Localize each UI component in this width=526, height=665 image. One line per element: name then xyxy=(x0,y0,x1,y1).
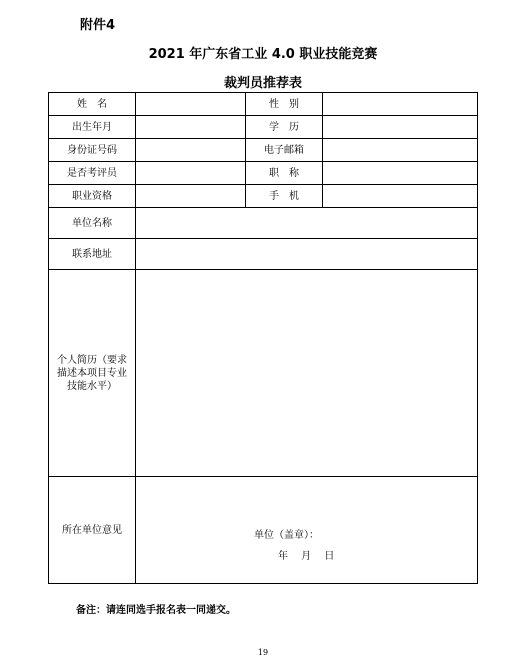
phone-label: 手 机 xyxy=(246,185,323,208)
row-resume xyxy=(49,270,478,477)
education-label: 学 历 xyxy=(246,116,323,139)
footnote: 备注：请连同选手报名表一同递交。 xyxy=(76,605,236,616)
recommendation-form xyxy=(48,92,478,584)
gender-label: 性 别 xyxy=(246,93,323,116)
seal-label: 单位（盖章）： xyxy=(254,530,319,541)
resume-label-line: 技能水平） xyxy=(67,380,117,392)
resume-label xyxy=(49,270,136,477)
resume-label-line: 描述本项目专业 xyxy=(57,367,127,379)
row-address xyxy=(49,239,478,270)
row-qualification-phone xyxy=(49,185,478,208)
address-field[interactable] xyxy=(136,239,478,270)
email-label: 电子邮箱 xyxy=(246,139,323,162)
row-id-email xyxy=(49,139,478,162)
resume-label-line: 个人简历（要求 xyxy=(57,354,127,366)
education-field[interactable] xyxy=(323,116,478,139)
row-name-gender xyxy=(49,93,478,116)
page-title: 2021 年广东省工业 4.0 职业技能竞赛 xyxy=(148,47,378,62)
page-number: 19 xyxy=(257,648,269,657)
address-label: 联系地址 xyxy=(49,239,136,270)
row-birth-education xyxy=(49,116,478,139)
evaluator-field[interactable] xyxy=(136,162,246,185)
row-employer xyxy=(49,208,478,239)
resume-field[interactable] xyxy=(136,270,478,477)
name-label: 姓 名 xyxy=(49,93,136,116)
name-field[interactable] xyxy=(136,93,246,116)
title-label: 职 称 xyxy=(246,162,323,185)
id-number-label: 身份证号码 xyxy=(49,139,136,162)
employer-field[interactable] xyxy=(136,208,478,239)
opinion-label: 所在单位意见 xyxy=(49,477,136,584)
evaluator-label: 是否考评员 xyxy=(49,162,136,185)
email-field[interactable] xyxy=(323,139,478,162)
qualification-field[interactable] xyxy=(136,185,246,208)
birth-field[interactable] xyxy=(136,116,246,139)
phone-field[interactable] xyxy=(323,185,478,208)
attachment-label: 附件4 xyxy=(80,18,116,33)
date-label: 年 月 日 xyxy=(278,551,335,562)
opinion-field[interactable] xyxy=(136,477,478,584)
qualification-label: 职业资格 xyxy=(49,185,136,208)
birth-label: 出生年月 xyxy=(49,116,136,139)
form-subtitle: 裁判员推荐表 xyxy=(223,76,302,91)
gender-field[interactable] xyxy=(323,93,478,116)
employer-label: 单位名称 xyxy=(49,208,136,239)
id-number-field[interactable] xyxy=(136,139,246,162)
row-evaluator-title xyxy=(49,162,478,185)
row-opinion xyxy=(49,477,478,584)
title-field[interactable] xyxy=(323,162,478,185)
